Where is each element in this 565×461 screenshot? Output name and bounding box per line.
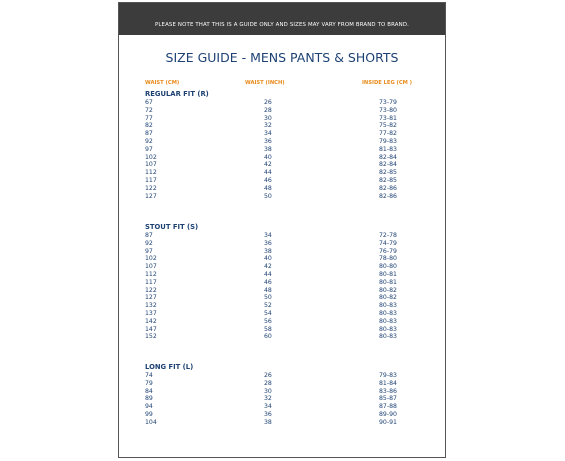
waist-cm-cell: 102 — [145, 255, 157, 263]
waist-cm-cell: 79 — [145, 379, 153, 387]
inside-leg-cell: 81-84 — [379, 379, 397, 387]
waist-inch-cell: 34 — [264, 232, 272, 239]
waist-cm-cell: 92 — [145, 137, 153, 145]
inside-leg-cell: 80-82 — [379, 286, 397, 294]
table-row — [119, 161, 445, 169]
inside-leg-cell: 80-81 — [379, 270, 397, 278]
waist-cm-cell: 97 — [145, 247, 153, 255]
inside-leg-cell: 72-78 — [379, 232, 397, 239]
waist-inch-cell: 36 — [264, 410, 272, 418]
waist-inch-cell: 30 — [264, 387, 272, 395]
section-long-fit — [119, 362, 445, 427]
waist-cm-cell: 87 — [145, 130, 153, 138]
waist-cm-cell: 122 — [145, 184, 157, 192]
waist-cm-cell: 117 — [145, 176, 157, 184]
table-row — [119, 333, 445, 341]
waist-cm-cell: 94 — [145, 403, 153, 411]
waist-cm-cell: 152 — [145, 333, 157, 341]
inside-leg-cell: 90-91 — [379, 418, 397, 426]
inside-leg-cell: 81-83 — [379, 145, 397, 153]
table-row — [119, 248, 445, 256]
inside-leg-cell: 80-83 — [379, 333, 397, 341]
waist-inch-cell: 60 — [264, 333, 272, 341]
waist-cm-cell: 74 — [145, 372, 153, 379]
waist-inch-cell: 36 — [264, 137, 272, 145]
inside-leg-cell: 82-85 — [379, 176, 397, 184]
table-row — [119, 411, 445, 419]
inside-leg-cell: 87-88 — [379, 403, 397, 411]
table-row — [119, 287, 445, 295]
waist-cm-cell: 89 — [145, 395, 153, 403]
waist-cm-cell: 87 — [145, 232, 153, 239]
inside-leg-cell: 76-79 — [379, 247, 397, 255]
waist-inch-cell: 28 — [264, 379, 272, 387]
inside-leg-cell: 80-81 — [379, 278, 397, 286]
table-row — [119, 177, 445, 185]
section-stout-fit — [119, 222, 445, 341]
inside-leg-cell: 80-82 — [379, 294, 397, 302]
table-row — [119, 318, 445, 326]
size-rows — [119, 99, 445, 200]
table-row — [119, 138, 445, 146]
waist-cm-cell: 117 — [145, 278, 157, 286]
inside-leg-cell: 80-83 — [379, 325, 397, 333]
waist-cm-cell: 102 — [145, 153, 157, 161]
inside-leg-cell: 73-81 — [379, 114, 397, 122]
table-row — [119, 403, 445, 411]
table-row — [119, 419, 445, 427]
table-row — [119, 130, 445, 138]
waist-inch-cell: 30 — [264, 114, 272, 122]
inside-leg-cell: 82-84 — [379, 153, 397, 161]
table-row — [119, 302, 445, 310]
table-row — [119, 115, 445, 123]
column-headers — [119, 79, 445, 87]
table-row — [119, 185, 445, 193]
table-row — [119, 255, 445, 263]
size-guide-sheet — [118, 2, 446, 458]
table-row — [119, 193, 445, 201]
inside-leg-cell: 80-83 — [379, 309, 397, 317]
waist-cm-cell: 132 — [145, 302, 157, 310]
waist-cm-cell: 137 — [145, 309, 157, 317]
waist-inch-cell: 36 — [264, 239, 272, 247]
waist-cm-cell: 127 — [145, 192, 157, 200]
waist-inch-cell: 32 — [264, 122, 272, 130]
waist-inch-cell: 26 — [264, 99, 272, 106]
table-row — [119, 294, 445, 302]
section-regular-fit — [119, 89, 445, 200]
inside-leg-cell: 79-83 — [379, 372, 397, 379]
waist-inch-cell: 52 — [264, 302, 272, 310]
waist-cm-cell: 112 — [145, 270, 157, 278]
section-title: LONG FIT (L) — [145, 363, 194, 371]
waist-inch-cell: 40 — [264, 153, 272, 161]
waist-cm-cell: 104 — [145, 418, 157, 426]
table-row — [119, 380, 445, 388]
waist-cm-cell: 77 — [145, 114, 153, 122]
waist-cm-cell: 122 — [145, 286, 157, 294]
inside-leg-cell: 89-90 — [379, 410, 397, 418]
waist-cm-cell: 67 — [145, 99, 153, 106]
header-waist-cm: WAIST (CM) — [145, 80, 180, 86]
inside-leg-cell: 73-79 — [379, 99, 397, 106]
size-rows — [119, 232, 445, 341]
waist-inch-cell: 32 — [264, 395, 272, 403]
waist-cm-cell: 92 — [145, 239, 153, 247]
disclaimer-banner: PLEASE NOTE THAT THIS IS A GUIDE ONLY AND SIZES MAY VARY FROM BRAND TO BRAND. — [119, 3, 445, 35]
inside-leg-cell: 73-80 — [379, 106, 397, 114]
table-row — [119, 107, 445, 115]
waist-inch-cell: 38 — [264, 418, 272, 426]
waist-inch-cell: 34 — [264, 403, 272, 411]
waist-inch-cell: 58 — [264, 325, 272, 333]
waist-inch-cell: 28 — [264, 106, 272, 114]
inside-leg-cell: 80-80 — [379, 263, 397, 271]
inside-leg-cell: 82-86 — [379, 192, 397, 200]
waist-inch-cell: 26 — [264, 372, 272, 379]
page-title: SIZE GUIDE - MENS PANTS & SHORTS — [165, 50, 399, 65]
waist-cm-cell: 112 — [145, 169, 157, 177]
table-row — [119, 326, 445, 334]
inside-leg-cell: 82-85 — [379, 169, 397, 177]
waist-cm-cell: 72 — [145, 106, 153, 114]
table-row — [119, 279, 445, 287]
waist-inch-cell: 48 — [264, 286, 272, 294]
inside-leg-cell: 74-79 — [379, 239, 397, 247]
waist-cm-cell: 147 — [145, 325, 157, 333]
inside-leg-cell: 80-83 — [379, 302, 397, 310]
table-row — [119, 263, 445, 271]
waist-inch-cell: 54 — [264, 309, 272, 317]
size-rows — [119, 372, 445, 427]
waist-inch-cell: 48 — [264, 184, 272, 192]
waist-inch-cell: 38 — [264, 247, 272, 255]
waist-inch-cell: 46 — [264, 176, 272, 184]
inside-leg-cell: 82-84 — [379, 161, 397, 169]
inside-leg-cell: 85-87 — [379, 395, 397, 403]
section-title: REGULAR FIT (R) — [145, 90, 209, 98]
table-row — [119, 146, 445, 154]
waist-cm-cell: 107 — [145, 161, 157, 169]
waist-cm-cell: 84 — [145, 387, 153, 395]
section-title: STOUT FIT (S) — [145, 223, 199, 231]
table-row — [119, 388, 445, 396]
table-row — [119, 169, 445, 177]
table-row — [119, 310, 445, 318]
inside-leg-cell: 82-86 — [379, 184, 397, 192]
waist-cm-cell: 99 — [145, 410, 153, 418]
waist-cm-cell: 107 — [145, 263, 157, 271]
waist-inch-cell: 40 — [264, 255, 272, 263]
inside-leg-cell: 75-82 — [379, 122, 397, 130]
waist-cm-cell: 82 — [145, 122, 153, 130]
waist-inch-cell: 34 — [264, 130, 272, 138]
table-row — [119, 99, 445, 107]
waist-inch-cell: 50 — [264, 294, 272, 302]
header-inside-leg: INSIDE LEG (CM ) — [362, 80, 413, 86]
waist-cm-cell: 97 — [145, 145, 153, 153]
inside-leg-cell: 77-82 — [379, 130, 397, 138]
table-row — [119, 271, 445, 279]
inside-leg-cell: 79-83 — [379, 137, 397, 145]
table-row — [119, 395, 445, 403]
waist-inch-cell: 42 — [264, 263, 272, 271]
waist-inch-cell: 42 — [264, 161, 272, 169]
waist-inch-cell: 44 — [264, 270, 272, 278]
table-row — [119, 372, 445, 380]
table-row — [119, 232, 445, 240]
inside-leg-cell: 80-83 — [379, 317, 397, 325]
waist-inch-cell: 38 — [264, 145, 272, 153]
waist-cm-cell: 127 — [145, 294, 157, 302]
waist-inch-cell: 44 — [264, 169, 272, 177]
waist-inch-cell: 50 — [264, 192, 272, 200]
waist-cm-cell: 142 — [145, 317, 157, 325]
table-row — [119, 154, 445, 162]
waist-inch-cell: 46 — [264, 278, 272, 286]
table-row — [119, 240, 445, 248]
table-row — [119, 122, 445, 130]
inside-leg-cell: 83-86 — [379, 387, 397, 395]
waist-inch-cell: 56 — [264, 317, 272, 325]
inside-leg-cell: 78-80 — [379, 255, 397, 263]
header-waist-inch: WAIST (INCH) — [245, 80, 285, 86]
